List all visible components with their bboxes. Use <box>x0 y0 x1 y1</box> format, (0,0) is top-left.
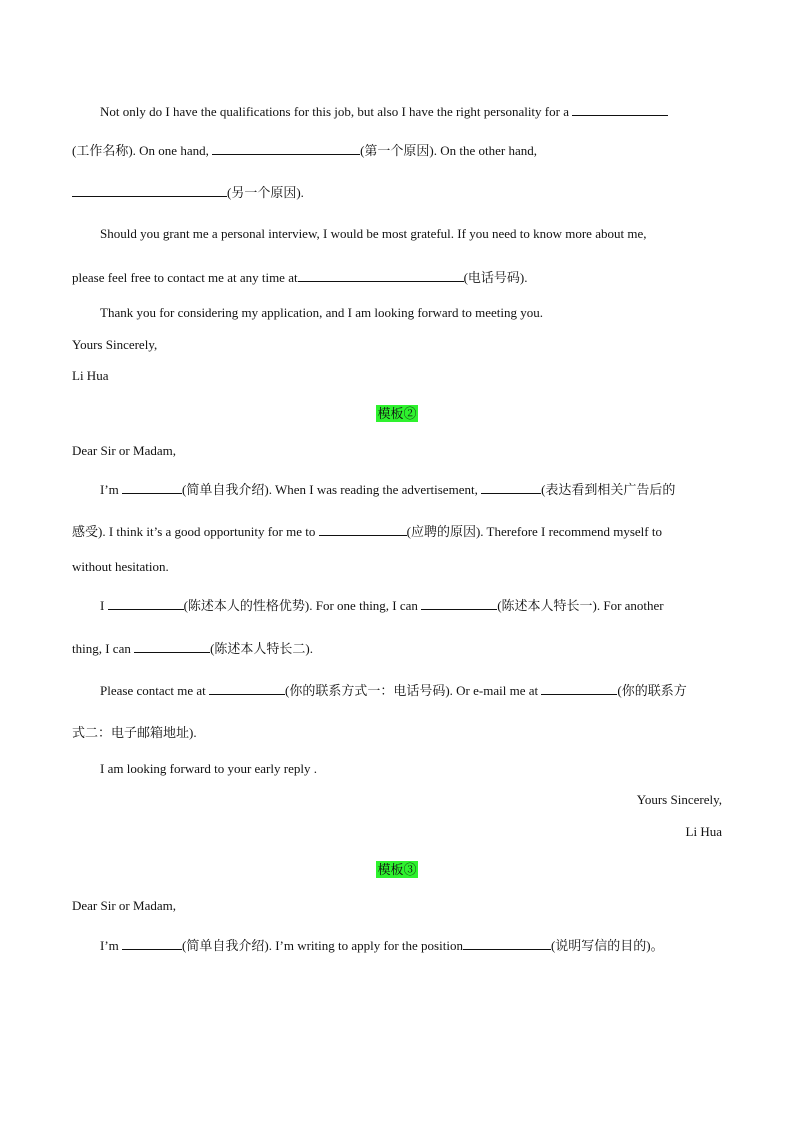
salutation: Dear Sir or Madam, <box>72 443 176 458</box>
fill-blank <box>108 596 184 610</box>
fill-blank <box>298 268 464 282</box>
paragraph-line: I’m (简单自我介绍). I’m writing to apply for the position (说明写信的目的)。 <box>100 938 664 953</box>
fill-blank <box>463 936 551 950</box>
fill-blank <box>209 681 285 695</box>
paragraph-line: Not only do I have the qualifications for this job, but also I have the right personality for a <box>100 102 722 121</box>
fill-blank <box>541 681 617 695</box>
fill-blank <box>481 480 541 494</box>
fill-blank <box>319 522 407 536</box>
paragraph-line: (工作名称). On one hand, (第一个原因). On the other hand, <box>72 143 538 158</box>
fill-blank <box>122 936 182 950</box>
closing-line: Yours Sincerely, <box>636 792 722 807</box>
paragraph-line: 式二：电子邮箱地址). <box>72 725 197 740</box>
paragraph-line: please feel free to contact me at any time at (电话号码). <box>72 270 528 285</box>
fill-blank <box>572 102 668 116</box>
fill-blank <box>72 183 227 197</box>
paragraph-line: (另一个原因). <box>72 183 722 202</box>
paragraph-line: I’m (简单自我介绍). When I was reading the advertisement, (表达看到相关广告后的 <box>100 482 676 497</box>
paragraph-line: without hesitation. <box>72 559 169 574</box>
paragraph-line: I am looking forward to your early reply . <box>100 761 317 776</box>
salutation: Dear Sir or Madam, <box>72 898 176 913</box>
template-label-2: 模板② <box>377 406 417 421</box>
signature-name: Li Hua <box>685 824 722 839</box>
fill-blank <box>421 596 497 610</box>
paragraph-line: thing, I can (陈述本人特长二). <box>72 641 314 656</box>
paragraph-line: 感受). I think it’s a good opportunity for me to (应聘的原因). Therefore I recommend myself to <box>72 524 662 539</box>
paragraph-line: Should you grant me a personal interview, I would be most grateful. If you need to know more about me, <box>100 226 647 241</box>
paragraph-line: Please contact me at (你的联系方式一：电话号码). Or e-mail me at (你的联系方 <box>100 683 687 698</box>
signature-name: Li Hua <box>72 368 109 383</box>
fill-blank <box>134 639 210 653</box>
fill-blank <box>212 141 360 155</box>
template-heading <box>0 405 794 423</box>
closing-line: Yours Sincerely, <box>72 337 158 352</box>
paragraph-line: I (陈述本人的性格优势). For one thing, I can (陈述本人特长一). For another <box>100 598 664 613</box>
template-heading <box>0 861 794 879</box>
fill-blank <box>122 480 182 494</box>
paragraph-line: Thank you for considering my application, and I am looking forward to meeting you. <box>100 305 543 320</box>
template-label-3: 模板③ <box>377 862 417 877</box>
